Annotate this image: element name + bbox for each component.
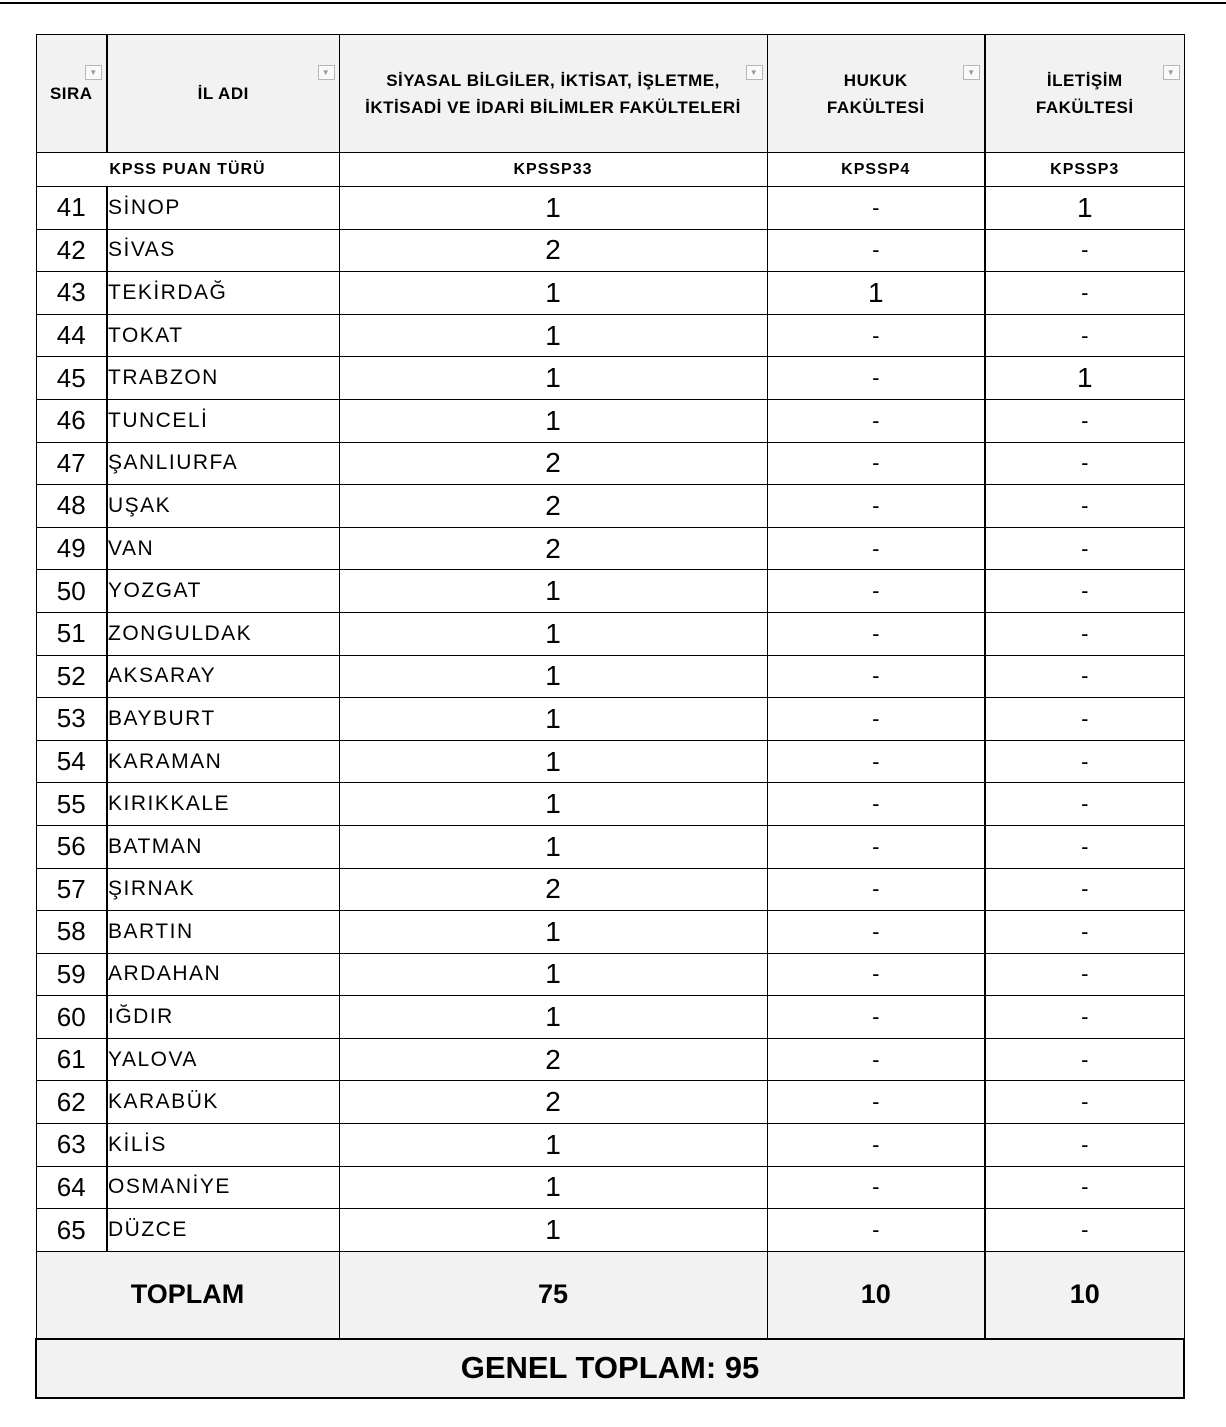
- header-sira-label: SIRA: [49, 84, 93, 103]
- header-iletisim-line-1: İLETİŞİM: [1046, 70, 1123, 90]
- table-row: [36, 783, 1184, 826]
- city-name: TOKAT: [107, 314, 339, 357]
- siyasal-count: 1: [339, 399, 767, 442]
- city-name: DÜZCE: [107, 1209, 339, 1252]
- header-iletisim: [985, 35, 1184, 153]
- hukuk-count: -: [767, 1166, 985, 1209]
- iletisim-count: -: [985, 783, 1184, 826]
- row-number: 63: [36, 1124, 107, 1167]
- iletisim-count: -: [985, 911, 1184, 954]
- table-row: [36, 357, 1184, 400]
- city-name: KARABÜK: [107, 1081, 339, 1124]
- table-row: [36, 272, 1184, 315]
- siyasal-count: 1: [339, 655, 767, 698]
- siyasal-count: 1: [339, 996, 767, 1039]
- total-iletisim: 10: [985, 1251, 1184, 1339]
- table-row: [36, 868, 1184, 911]
- iletisim-count: -: [985, 868, 1184, 911]
- header-row: [36, 35, 1184, 153]
- iletisim-count: 1: [985, 187, 1184, 230]
- city-name: ARDAHAN: [107, 953, 339, 996]
- city-name: BARTIN: [107, 911, 339, 954]
- hukuk-count: -: [767, 911, 985, 954]
- hukuk-count: -: [767, 825, 985, 868]
- city-name: ZONGULDAK: [107, 612, 339, 655]
- row-number: 56: [36, 825, 107, 868]
- iletisim-count: -: [985, 953, 1184, 996]
- city-name: IĞDIR: [107, 996, 339, 1039]
- siyasal-count: 1: [339, 272, 767, 315]
- siyasal-count: 2: [339, 229, 767, 272]
- hukuk-count: -: [767, 187, 985, 230]
- city-name: YOZGAT: [107, 570, 339, 613]
- table-row: [36, 1209, 1184, 1252]
- row-number: 51: [36, 612, 107, 655]
- siyasal-count: 1: [339, 357, 767, 400]
- city-name: BAYBURT: [107, 698, 339, 741]
- header-siyasal: [339, 35, 767, 153]
- table-row: [36, 229, 1184, 272]
- filter-dropdown-icon[interactable]: ▼: [963, 65, 980, 80]
- iletisim-count: -: [985, 229, 1184, 272]
- header-sira: [36, 35, 107, 153]
- grand-total: GENEL TOPLAM: 95: [36, 1339, 1184, 1398]
- city-name: TRABZON: [107, 357, 339, 400]
- table-row: [36, 655, 1184, 698]
- header-hukuk-line-2: FAKÜLTESİ: [826, 97, 925, 117]
- siyasal-count: 2: [339, 442, 767, 485]
- iletisim-count: 1: [985, 357, 1184, 400]
- siyasal-count: 1: [339, 314, 767, 357]
- header-siyasal-line-2: İKTİSADİ VE İDARİ BİLİMLER FAKÜLTELERİ: [365, 97, 741, 117]
- table-row: [36, 740, 1184, 783]
- iletisim-count: -: [985, 485, 1184, 528]
- filter-dropdown-icon[interactable]: ▼: [85, 65, 102, 80]
- table-row: [36, 996, 1184, 1039]
- hukuk-count: -: [767, 1209, 985, 1252]
- siyasal-count: 1: [339, 187, 767, 230]
- table-row: [36, 485, 1184, 528]
- iletisim-count: -: [985, 527, 1184, 570]
- iletisim-count: -: [985, 272, 1184, 315]
- header-hukuk: [767, 35, 985, 153]
- siyasal-count: 1: [339, 570, 767, 613]
- iletisim-count: -: [985, 996, 1184, 1039]
- puan-turu-iletisim: KPSSP3: [985, 153, 1184, 187]
- table-row: [36, 570, 1184, 613]
- table-row: [36, 612, 1184, 655]
- row-number: 46: [36, 399, 107, 442]
- siyasal-count: 1: [339, 1124, 767, 1167]
- city-name: KARAMAN: [107, 740, 339, 783]
- siyasal-count: 2: [339, 1038, 767, 1081]
- iletisim-count: -: [985, 399, 1184, 442]
- row-number: 55: [36, 783, 107, 826]
- filter-dropdown-icon[interactable]: ▼: [746, 65, 763, 80]
- hukuk-count: -: [767, 655, 985, 698]
- table-row: [36, 1038, 1184, 1081]
- hukuk-count: -: [767, 783, 985, 826]
- row-number: 62: [36, 1081, 107, 1124]
- table-row: [36, 442, 1184, 485]
- row-number: 41: [36, 187, 107, 230]
- puan-turu-hukuk: KPSSP4: [767, 153, 985, 187]
- city-name: SİVAS: [107, 229, 339, 272]
- total-label: TOPLAM: [36, 1251, 339, 1339]
- table-row: [36, 825, 1184, 868]
- city-name: KİLİS: [107, 1124, 339, 1167]
- row-number: 52: [36, 655, 107, 698]
- filter-dropdown-icon[interactable]: ▼: [318, 65, 335, 80]
- row-number: 65: [36, 1209, 107, 1252]
- city-name: VAN: [107, 527, 339, 570]
- hukuk-count: -: [767, 740, 985, 783]
- total-hukuk: 10: [767, 1251, 985, 1339]
- puan-turu-label: KPSS PUAN TÜRÜ: [36, 153, 339, 187]
- row-number: 58: [36, 911, 107, 954]
- siyasal-count: 1: [339, 740, 767, 783]
- iletisim-count: -: [985, 698, 1184, 741]
- iletisim-count: -: [985, 314, 1184, 357]
- table-row: [36, 953, 1184, 996]
- row-number: 59: [36, 953, 107, 996]
- hukuk-count: -: [767, 314, 985, 357]
- puan-turu-siyasal: KPSSP33: [339, 153, 767, 187]
- siyasal-count: 2: [339, 485, 767, 528]
- city-name: YALOVA: [107, 1038, 339, 1081]
- header-siyasal-line-1: SİYASAL BİLGİLER, İKTİSAT, İŞLETME,: [386, 70, 720, 90]
- iletisim-count: -: [985, 1209, 1184, 1252]
- city-name: TUNCELİ: [107, 399, 339, 442]
- hukuk-count: -: [767, 1124, 985, 1167]
- iletisim-count: -: [985, 740, 1184, 783]
- header-il-adi-label: İL ADI: [197, 84, 249, 103]
- city-name: AKSARAY: [107, 655, 339, 698]
- table-row: [36, 1124, 1184, 1167]
- hukuk-count: -: [767, 868, 985, 911]
- hukuk-count: -: [767, 442, 985, 485]
- row-number: 49: [36, 527, 107, 570]
- iletisim-count: -: [985, 570, 1184, 613]
- hukuk-count: -: [767, 229, 985, 272]
- iletisim-count: -: [985, 655, 1184, 698]
- hukuk-count: -: [767, 612, 985, 655]
- filter-dropdown-icon[interactable]: ▼: [1163, 65, 1180, 80]
- iletisim-count: -: [985, 442, 1184, 485]
- table-row: [36, 527, 1184, 570]
- table-row: [36, 1081, 1184, 1124]
- siyasal-count: 2: [339, 1081, 767, 1124]
- table-row: [36, 399, 1184, 442]
- city-name: TEKİRDAĞ: [107, 272, 339, 315]
- hukuk-count: -: [767, 698, 985, 741]
- row-number: 53: [36, 698, 107, 741]
- table-row: [36, 314, 1184, 357]
- grand-total-row: [36, 1339, 1184, 1398]
- iletisim-count: -: [985, 825, 1184, 868]
- table-row: [36, 187, 1184, 230]
- iletisim-count: -: [985, 1124, 1184, 1167]
- row-number: 45: [36, 357, 107, 400]
- hukuk-count: -: [767, 1038, 985, 1081]
- row-number: 44: [36, 314, 107, 357]
- quota-table: [35, 34, 1185, 1399]
- row-number: 61: [36, 1038, 107, 1081]
- row-number: 60: [36, 996, 107, 1039]
- siyasal-count: 2: [339, 868, 767, 911]
- city-name: SİNOP: [107, 187, 339, 230]
- row-number: 42: [36, 229, 107, 272]
- header-hukuk-line-1: HUKUK: [843, 70, 908, 90]
- siyasal-count: 1: [339, 612, 767, 655]
- siyasal-count: 1: [339, 953, 767, 996]
- city-name: UŞAK: [107, 485, 339, 528]
- table-row: [36, 911, 1184, 954]
- siyasal-count: 1: [339, 825, 767, 868]
- table-row: [36, 698, 1184, 741]
- row-number: 64: [36, 1166, 107, 1209]
- hukuk-count: 1: [767, 272, 985, 315]
- hukuk-count: -: [767, 996, 985, 1039]
- city-name: ŞIRNAK: [107, 868, 339, 911]
- hukuk-count: -: [767, 1081, 985, 1124]
- iletisim-count: -: [985, 1081, 1184, 1124]
- city-name: BATMAN: [107, 825, 339, 868]
- row-number: 50: [36, 570, 107, 613]
- iletisim-count: -: [985, 612, 1184, 655]
- header-il-adi: [107, 35, 339, 153]
- header-iletisim-line-2: FAKÜLTESİ: [1035, 97, 1134, 117]
- iletisim-count: -: [985, 1038, 1184, 1081]
- puan-turu-row: [36, 153, 1184, 187]
- siyasal-count: 1: [339, 1209, 767, 1252]
- row-number: 48: [36, 485, 107, 528]
- row-number: 54: [36, 740, 107, 783]
- siyasal-count: 1: [339, 1166, 767, 1209]
- row-number: 57: [36, 868, 107, 911]
- city-name: OSMANİYE: [107, 1166, 339, 1209]
- table-body: [36, 187, 1184, 1252]
- page-top-rule: [0, 2, 1226, 4]
- siyasal-count: 1: [339, 698, 767, 741]
- hukuk-count: -: [767, 399, 985, 442]
- siyasal-count: 2: [339, 527, 767, 570]
- city-name: KIRIKKALE: [107, 783, 339, 826]
- row-number: 43: [36, 272, 107, 315]
- hukuk-count: -: [767, 485, 985, 528]
- total-row: [36, 1251, 1184, 1339]
- total-siyasal: 75: [339, 1251, 767, 1339]
- hukuk-count: -: [767, 570, 985, 613]
- row-number: 47: [36, 442, 107, 485]
- hukuk-count: -: [767, 357, 985, 400]
- city-name: ŞANLIURFA: [107, 442, 339, 485]
- siyasal-count: 1: [339, 783, 767, 826]
- hukuk-count: -: [767, 953, 985, 996]
- hukuk-count: -: [767, 527, 985, 570]
- table-row: [36, 1166, 1184, 1209]
- iletisim-count: -: [985, 1166, 1184, 1209]
- siyasal-count: 1: [339, 911, 767, 954]
